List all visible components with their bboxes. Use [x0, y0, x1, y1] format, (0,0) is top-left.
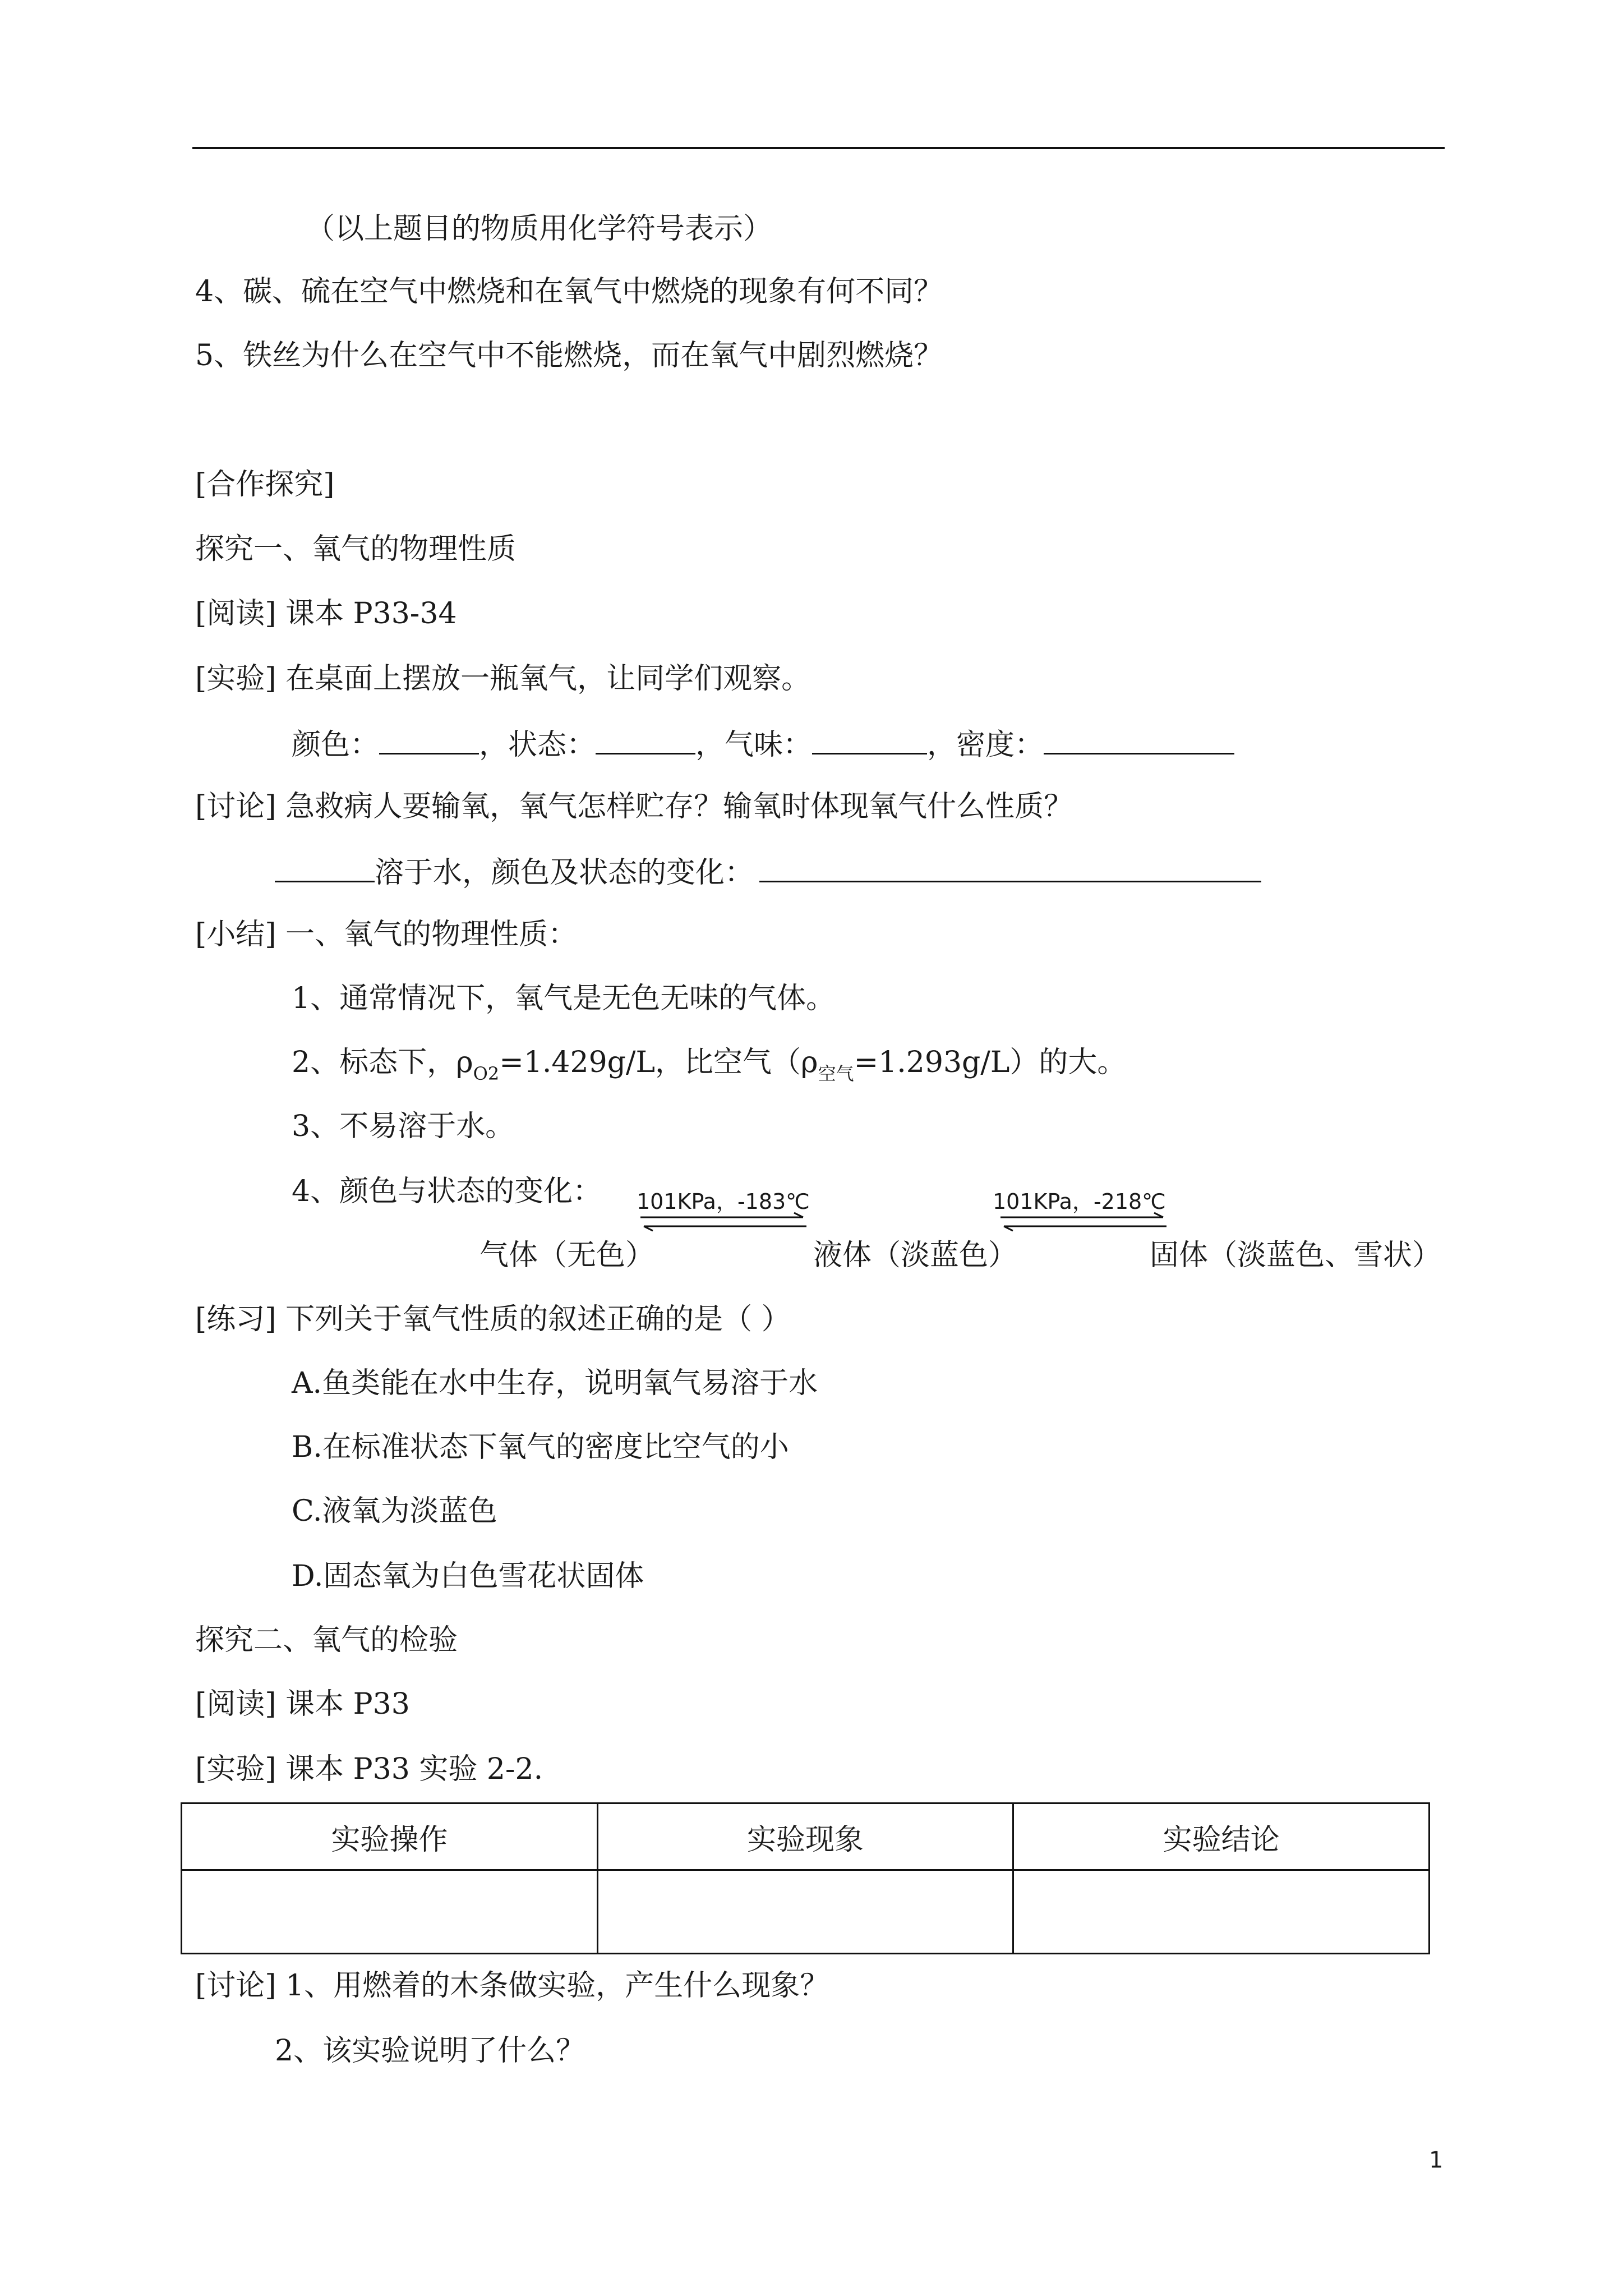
page-number: 1 [1429, 2147, 1444, 2173]
discussion-1: [讨论] 急救病人要输氧，氧气怎样贮存？输氧时体现氧气什么性质？ [195, 790, 1073, 823]
header-phenomenon: 实验现象 [597, 1803, 1013, 1870]
condition-2: 101KPa，-218℃ [993, 1189, 1166, 1214]
density-blank[interactable] [1044, 726, 1234, 754]
reading-2: [阅读] 课本 P33 [195, 1687, 410, 1721]
condition-1: 101KPa，-183℃ [637, 1189, 810, 1214]
summary-2: 2、标态下，$\rho_{O2}=1.429g/L$，比空气$(\rho_{空气}=1.293g/L)$的大。 [292, 1046, 1127, 1084]
equilibrium-arrow-2-icon [999, 1212, 1168, 1240]
state-blank[interactable] [596, 726, 695, 754]
reading-1: [阅读] 课本 P33-34 [195, 597, 457, 631]
option-d[interactable]: D.固态氧为白色雪花状固体 [292, 1559, 644, 1593]
question-5: 5、铁丝为什么在空气中不能燃烧，而在氧气中剧烈燃烧？ [195, 339, 943, 372]
cell-operation[interactable] [182, 1870, 598, 1954]
experiment-1: [实验] 在桌面上摆放一瓶氧气，让同学们观察。 [195, 662, 811, 696]
subscript-o2: O2 [473, 1063, 500, 1084]
state-gas: 气体（无色） [479, 1239, 655, 1272]
table-row [182, 1870, 1430, 1954]
header-rule [192, 147, 1445, 149]
color-label: 颜色： [292, 728, 380, 762]
inquiry-1-title: 探究一、氧气的物理性质 [195, 532, 517, 566]
option-c[interactable]: C.液氧为淡蓝色 [292, 1494, 497, 1528]
summary-1: 1、通常情况下，氧气是无色无味的气体。 [292, 982, 836, 1015]
smell-label: ，气味： [695, 728, 813, 762]
note-line: （以上题目的物质用化学符号表示） [306, 212, 773, 246]
summary-3: 3、不易溶于水。 [292, 1110, 515, 1143]
question-4: 4、碳、硫在空气中燃烧和在氧气中燃烧的现象有何不同？ [195, 275, 943, 309]
inquiry-2-title: 探究二、氧气的检验 [195, 1623, 458, 1657]
equilibrium-arrow-1-icon [639, 1212, 808, 1240]
option-b[interactable]: B.在标准状态下氧气的密度比空气的小 [292, 1430, 789, 1464]
cell-conclusion[interactable] [1013, 1870, 1430, 1954]
option-a[interactable]: A.鱼类能在水中生存，说明氧气易溶于水 [292, 1366, 818, 1400]
smell-blank[interactable] [812, 726, 927, 754]
discussion-2-q2: 2、该实验说明了什么？ [275, 2034, 585, 2068]
summary-title: [小结] 一、氧气的物理性质： [195, 918, 578, 951]
practice-question: [练习] 下列关于氧气性质的叙述正确的是（ ） [195, 1303, 791, 1336]
cell-phenomenon[interactable] [597, 1870, 1013, 1954]
section-cooperative-inquiry: [合作探究] [195, 468, 335, 501]
header-conclusion: 实验结论 [1013, 1803, 1430, 1870]
state-liquid: 液体（淡蓝色） [813, 1239, 1018, 1272]
observation-fill-line [292, 726, 1234, 762]
dissolve-fill-line [275, 854, 1261, 890]
dissolve-label: 溶于水，颜色及状态的变化： [375, 856, 754, 890]
density-label: ，密度： [927, 728, 1044, 762]
dissolve-blank[interactable] [275, 854, 375, 882]
summary-4: 4、颜色与状态的变化： [292, 1175, 602, 1208]
experiment-2: [实验] 课本 P33 实验 2-2. [195, 1752, 543, 1786]
change-blank[interactable] [759, 854, 1261, 882]
subscript-air: 空气 [818, 1063, 854, 1084]
state-label: ，状态： [479, 728, 596, 762]
state-solid: 固体（淡蓝色、雪状） [1150, 1239, 1442, 1272]
color-blank[interactable] [379, 726, 479, 754]
discussion-2-q1: [讨论] 1、用燃着的木条做实验，产生什么现象？ [195, 1969, 829, 2003]
table-header-row [182, 1803, 1430, 1870]
header-operation: 实验操作 [182, 1803, 598, 1870]
experiment-table [181, 1802, 1430, 1954]
